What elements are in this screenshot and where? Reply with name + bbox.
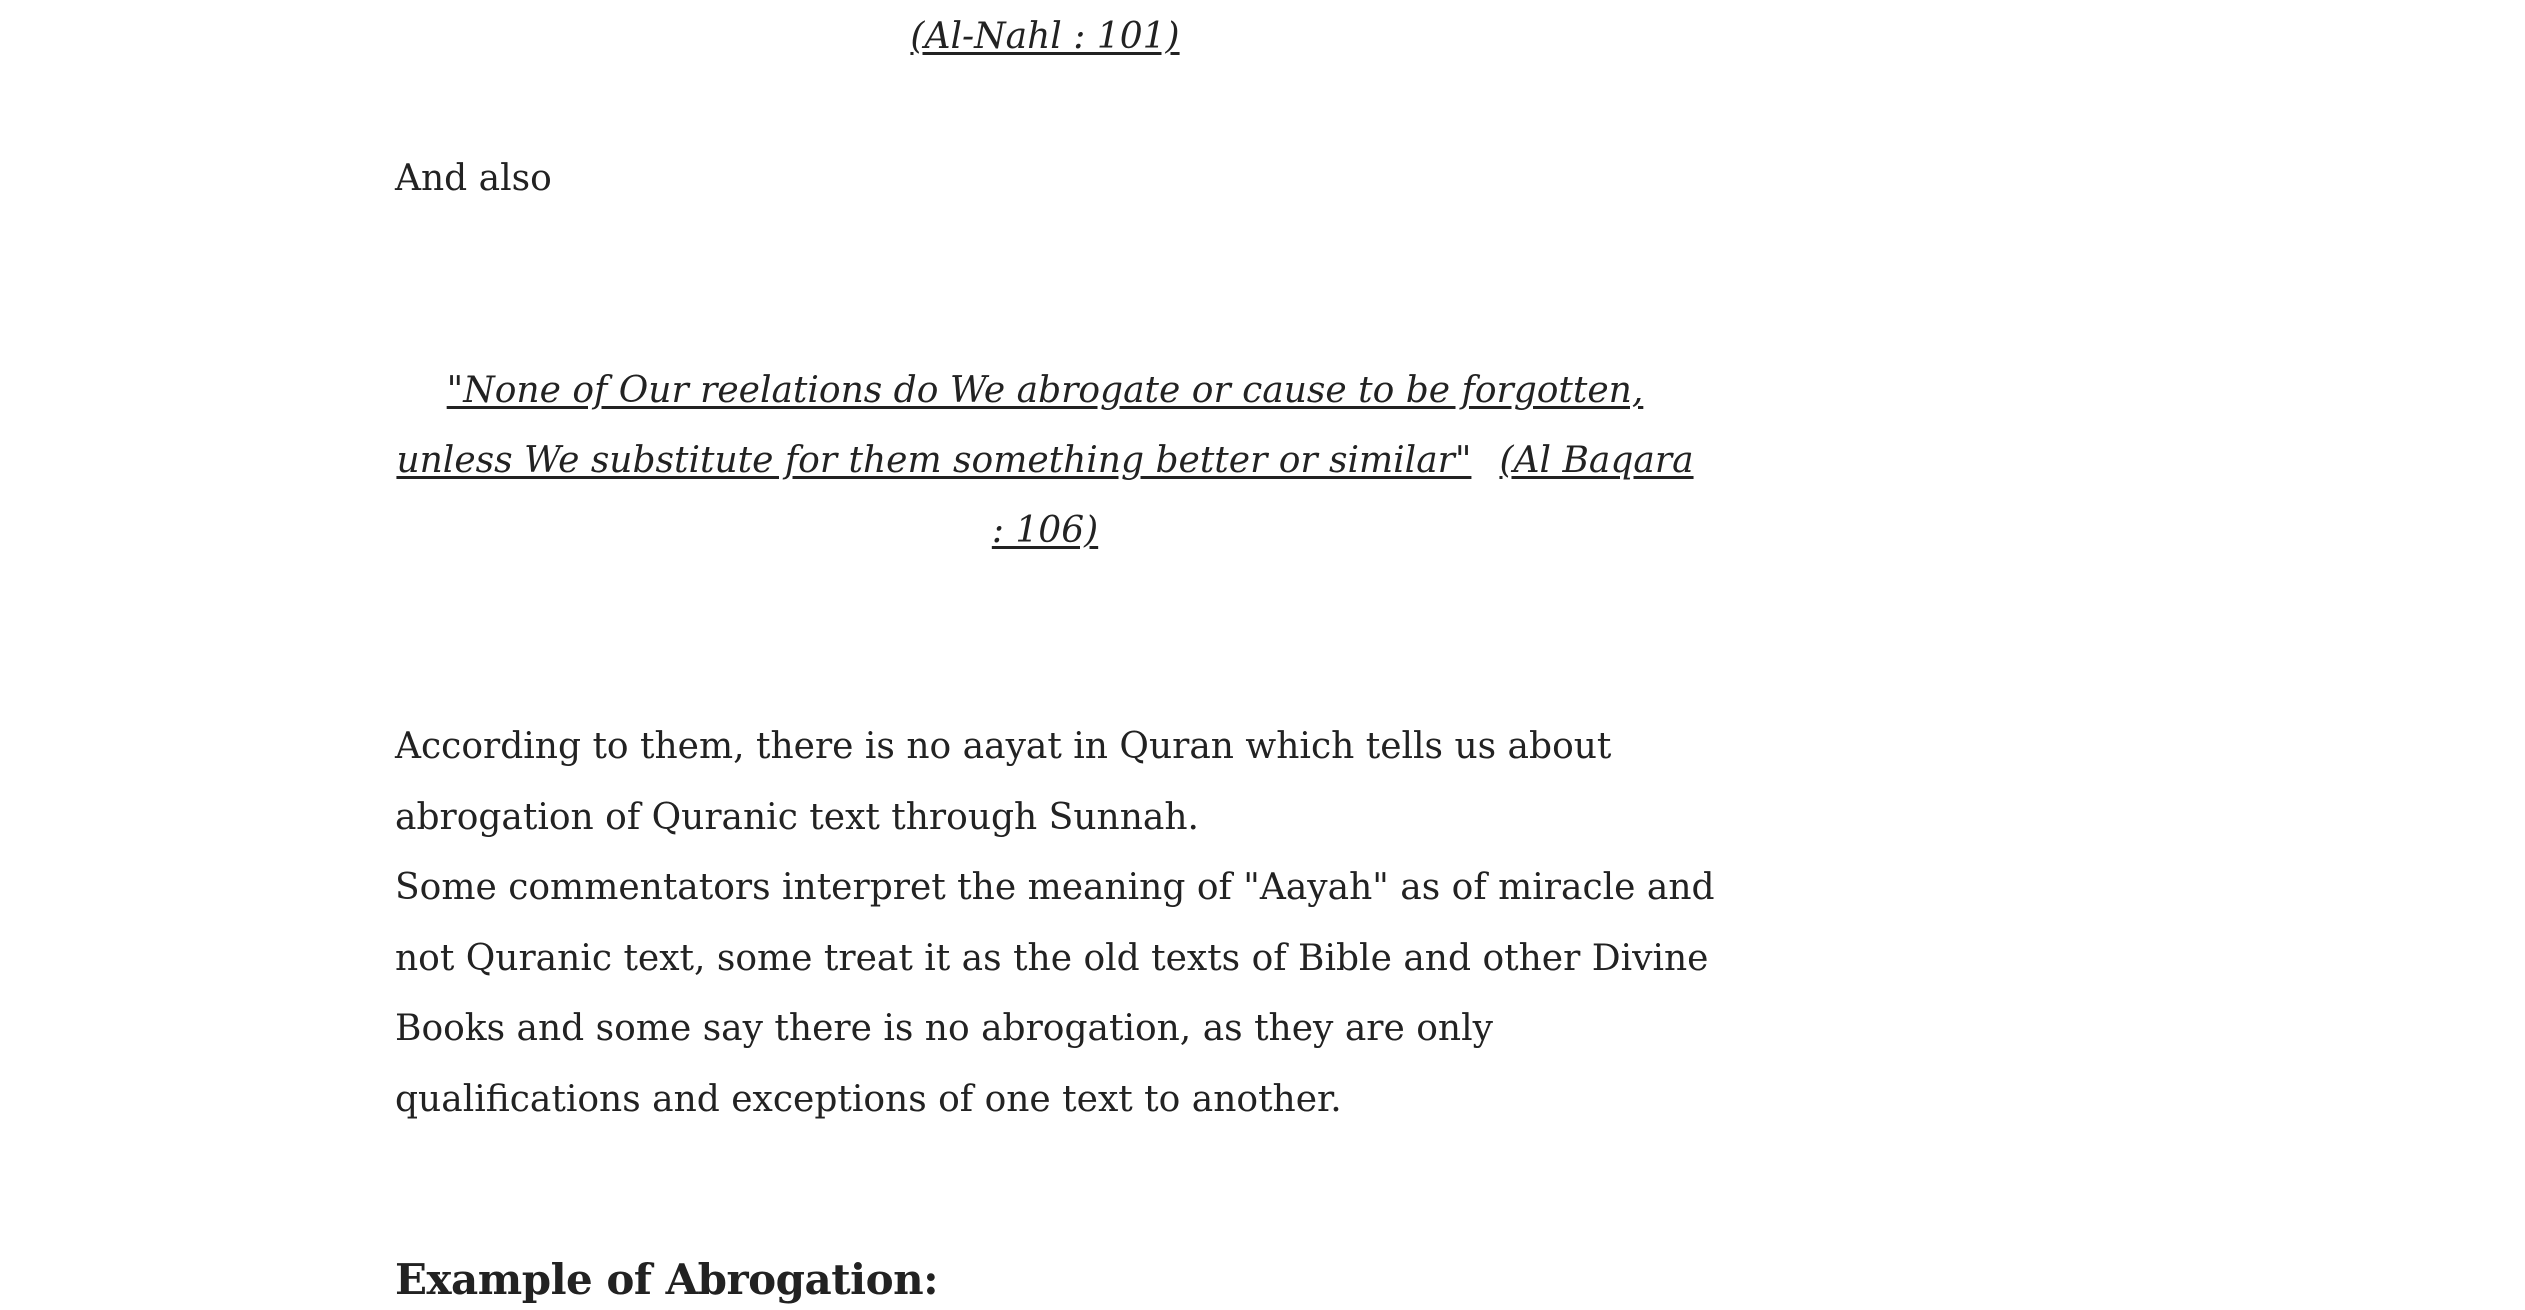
al-baqara-quote xyxy=(395,356,1695,566)
section-heading: Example of Abrogation: xyxy=(395,1255,939,1304)
verse-reference-text: (Al-Nahl : 101) xyxy=(910,16,1180,57)
and-also-paragraph: And also xyxy=(395,158,552,199)
paragraph-line-2: Some commentators interpret the meaning of "Aayah" as of miracle and not Quranic text, some treat it as the old texts of Bible and other Divine Books and some say there is no abrogation, as they are only qualifications and exceptions of one text to another. xyxy=(395,867,1715,1120)
paragraph-line-1: According to them, there is no aayat in Quran which tells us about abrogation of Quranic text through Sunnah. xyxy=(395,726,1612,838)
quote-text: "None of Our reelations do We abrogate or cause to be forgotten, unless We substitute for them something better or similar" xyxy=(396,370,1644,481)
abrogation-paragraph xyxy=(395,712,1715,1135)
verse-reference-al-nahl xyxy=(395,2,1695,72)
quote-reference: (Al Baqara : 106) xyxy=(991,440,1694,551)
